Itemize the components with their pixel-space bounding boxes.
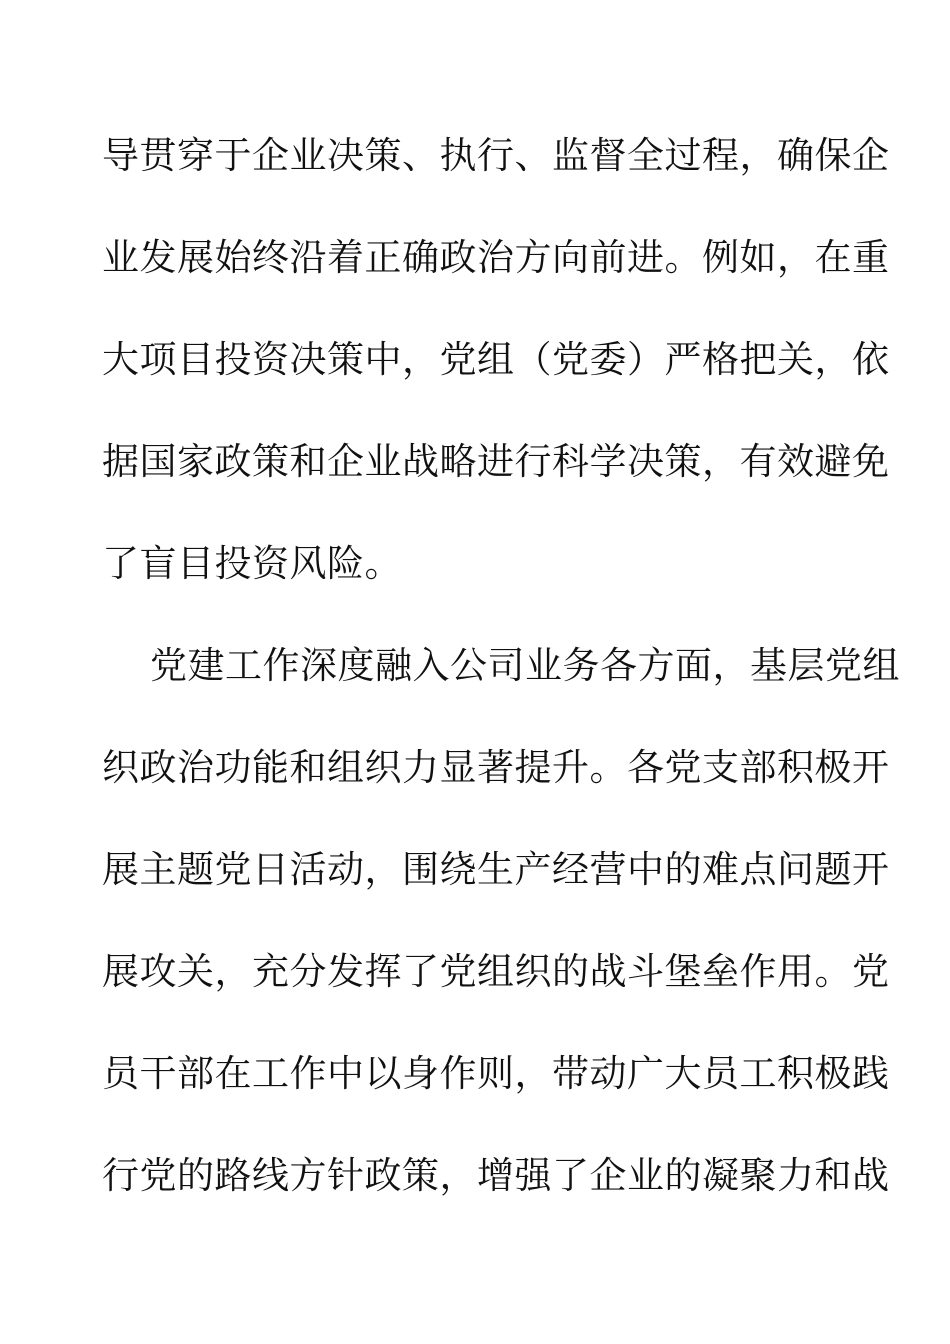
text-line: 展攻关，充分发挥了党组织的战斗堡垒作用。党: [102, 950, 890, 993]
text-line: 了盲目投资风险。: [102, 542, 402, 585]
text-line: 员干部在工作中以身作则，带动广大员工积极践: [102, 1052, 890, 1095]
text-line: 导贯穿于企业决策、执行、监督全过程，确保企: [102, 134, 890, 177]
text-line: 大项目投资决策中，党组（党委）严格把关，依: [102, 338, 890, 381]
text-line: 行党的路线方针政策，增强了企业的凝聚力和战: [102, 1154, 890, 1197]
text-line: 据国家政策和企业战略进行科学决策，有效避免: [102, 440, 890, 483]
text-line: 展主题党日活动，围绕生产经营中的难点问题开: [102, 848, 890, 891]
text-line: 业发展始终沿着正确政治方向前进。例如，在重: [102, 236, 890, 279]
text-line: 党建工作深度融入公司业务各方面，基层党组: [150, 644, 900, 687]
text-line: 织政治功能和组织力显著提升。各党支部积极开: [102, 746, 890, 789]
